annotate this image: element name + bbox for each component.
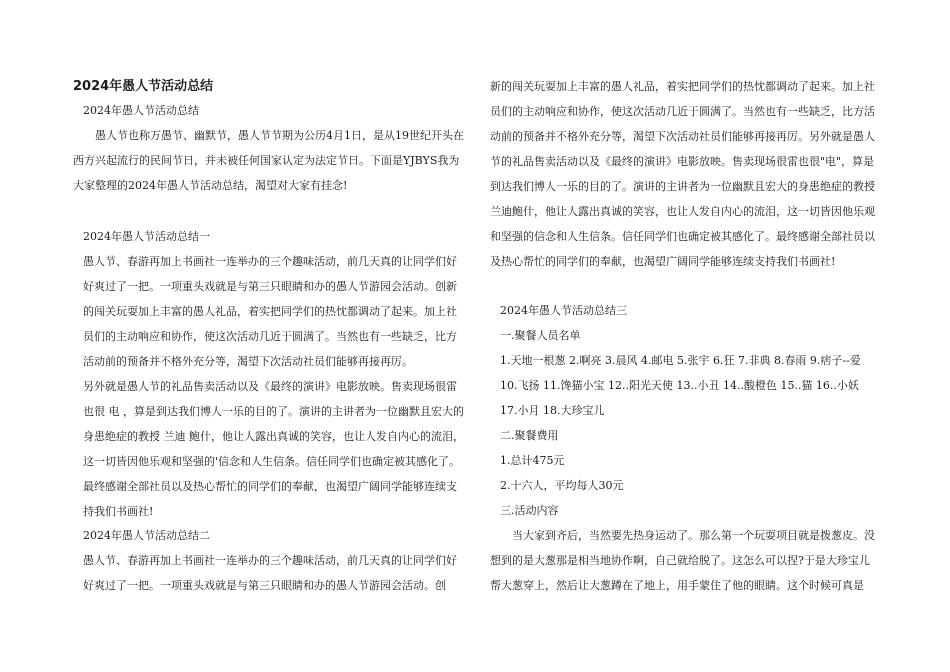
subtitle: 2024年愚人节活动总结 xyxy=(83,104,199,117)
section-heading-1: 2024年愚人节活动总结一 xyxy=(83,230,210,243)
cost-total: 1.总计475元 xyxy=(500,454,565,467)
activities-paragraph: 当大家到齐后，当然要先热身运动了。那么第一个玩耍项目就是拨葱皮。没想到的是大葱那是相当地协作啊，自己就给脱了。这怎么可以捏?于是大珍宝儿帮大葱穿上，然后让大葱蹲在了地上，用手蒙住了他的眼睛。这个时候可真是 xyxy=(490,529,875,592)
section-heading-3: 2024年愚人节活动总结三 xyxy=(500,304,627,317)
summary1-paragraph-2: 另外就是愚人节的礼品售卖活动以及《最终的演讲》电影放映。售卖现场很雷也很 电 ，算是到达我们博人一乐的目的了。演讲的主讲者为一位幽默且宏大的身患绝症的教授 兰迪 鲍什，他让人露出真诚的笑容，也让人发自内心的流泪，这一切皆因他乐观和坚强的'信念和人生信条。信任同学们也确定被其感化了。最终感谢全部社员以及热心帮忙的同学们的奉献，也渴望广阔同学能够连续支持我们书画社! xyxy=(83,380,464,518)
attendee-list-line-3: 17.小月 18.大珍宝儿 xyxy=(500,404,605,417)
summary2-paragraph-1: 愚人节、春游再加上书画社一连举办的三个趣味活动，前几天真的让同学们好好爽过了一把。一项重头戏就是与第三只眼睛和办的愚人节游园会活动。创 xyxy=(83,554,457,592)
section-label-cost: 二.聚餐费用 xyxy=(500,429,559,442)
intro-paragraph: 愚人节也称万愚节、幽默节，愚人节节期为公历4月1日，是从19世纪开头在西方兴起流行的民间节日，并未被任何国家认定为法定节日。下面是YJBYS我为大家整理的2024年愚人节活动总结，渴望对大家有挂念! xyxy=(73,129,464,192)
summary2-paragraph-continued: 新的闯关玩耍加上丰富的愚人礼品，着实把同学们的热忱都调动了起来。加上社员们的主动响应和协作，使这次活动几近于圆满了。当然也有一些缺乏，比方活动前的预备并不格外充分等，渴望下次活动社员们能够再接再厉。另外就是愚人节的礼品售卖活动以及《最终的演讲》电影放映。售卖现场很雷也很"电"，算是到达我们博人一乐的目的了。演讲的主讲者为一位幽默且宏大的身患绝症的教授兰迪鲍什，他让人露出真诚的笑容，也让人发自内心的流泪，这一切皆因他乐观和坚强的信念和人生信条。信任同学们也确定被其感化了。最终感谢全部社员以及热心帮忙的同学们的奉献，也渴望广阔同学能够连续支持我们书画社! xyxy=(490,80,875,268)
cost-per-person: 2.十六人，平均每人30元 xyxy=(500,479,624,492)
section-heading-2: 2024年愚人节活动总结二 xyxy=(83,529,210,542)
section-label-activities: 三.活动内容 xyxy=(500,504,559,517)
section-label-attendees: 一.聚餐人员名单 xyxy=(500,329,581,342)
summary1-paragraph-1: 愚人节、春游再加上书画社一连举办的三个趣味活动，前几天真的让同学们好好爽过了一把。一项重头戏就是与第三只眼睛和办的愚人节游园会活动。创新的闯关玩耍加上丰富的愚人礼品，着实把同学们的热忱都调动了起来。加上社员们的主动响应和协作，使这次活动几近于圆满了。当然也有一些缺乏，比方活动前的预备并不格外充分等，渴望下次活动社员们能够再接再厉。 xyxy=(83,255,457,368)
attendee-list-line-1: 1.天地一根葱 2.啊亮 3.晨风 4.邮电 5.张宇 6.狂 7.非典 8.春雨 9.痞子--爱 xyxy=(500,354,861,367)
attendee-list-line-2: 10.飞扬 11.馋猫小宝 12..阳光天使 13..小丑 14..酸橙色 15..猫 16..小妖 xyxy=(500,379,859,392)
document-title: 2024年愚人节活动总结 xyxy=(73,79,214,94)
